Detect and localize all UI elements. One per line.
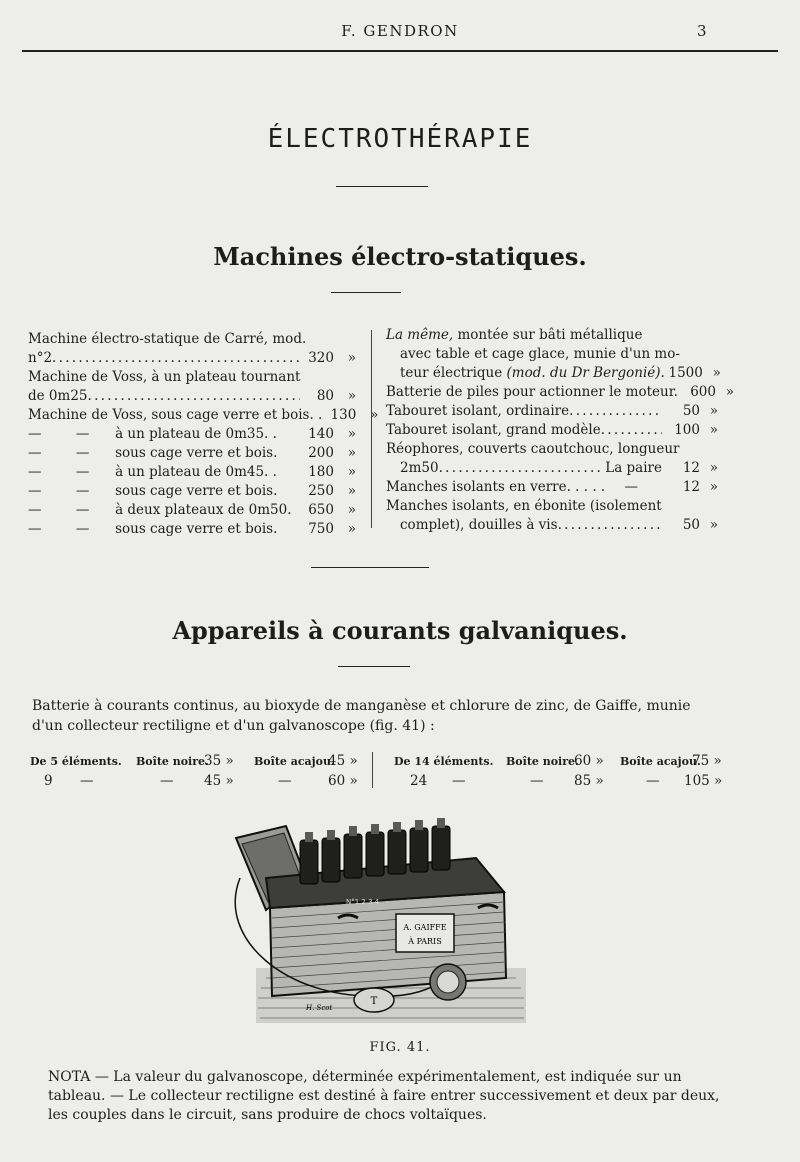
running-header: F. GENDRON — [341, 22, 459, 40]
list-item: Machine électro-statique de Carré, mod. — [28, 331, 307, 347]
nota-paragraph: NOTA — La valeur du galvanoscope, déterminée expérimentalement, est indiquée sur un tableau. — Le collecteur rectiligne est destiné à faire entrer successivement et deux par deux, les couples dans le circuit, sans produire de chocs voltaïques. — [48, 1069, 720, 1123]
engraver-signature: H. Scot — [306, 1004, 333, 1012]
column-divider — [372, 752, 373, 788]
list-item: — — à deux plateaux de 0m50. 650 » — [28, 502, 356, 518]
section-heading-electrostatic: Machines électro-statiques. — [213, 242, 587, 271]
price-cell: 45 » — [204, 773, 234, 789]
list-item: Manches isolants en verre. . . . . — 12 » — [386, 479, 718, 495]
box-number-strip: N°1 2 3 4 — [346, 898, 380, 906]
battery-description: Batterie à courants continus, au bioxyde de manganèse et chlorure de zinc, de Gaiffe, munie d'un collecteur rectiligne et d'un galvanoscope (fig. 41) : — [32, 698, 691, 734]
price-cell: 105 » — [684, 773, 723, 789]
section-divider — [338, 666, 410, 667]
col-mahogany-box: Boîte acajou. — [254, 755, 335, 768]
svg-text:T: T — [370, 996, 378, 1007]
section-divider — [311, 567, 429, 568]
list-item: complet), douilles à vis . . . 50 » — [386, 516, 718, 535]
list-item: de 0m25 . . . 80 » — [28, 387, 356, 406]
figure-caption: FIG. 41. — [369, 1040, 431, 1055]
price-cell: 75 » — [692, 753, 722, 769]
col-mahogany-box: Boîte acajou. — [620, 755, 701, 768]
list-item: — — à un plateau de 0m45. . 180 » — [28, 464, 356, 480]
section-heading-galvanic: Appareils à courants galvaniques. — [172, 616, 628, 645]
price-cell: 85 » — [574, 773, 604, 789]
list-item: Machine de Voss, sous cage verre et bois. . 130 » — [28, 407, 379, 423]
ditto-mark: — — [80, 773, 94, 789]
list-item: teur électrique (mod. du Dr Bergonié). 1500 » — [400, 365, 721, 381]
ditto-mark: — — [160, 773, 174, 789]
battery-14-label: De 14 éléments. — [394, 755, 494, 768]
list-item: Batterie de piles pour actionner le moteur. 600 » — [386, 384, 734, 400]
ditto-mark: — — [278, 773, 292, 789]
price-list-left — [28, 330, 379, 539]
battery-9-label: 9 — [44, 773, 53, 789]
list-item: — — sous cage verre et bois. 200 » — [28, 445, 356, 461]
ditto-mark: — — [646, 773, 660, 789]
battery-24-label: 24 — [410, 773, 428, 789]
list-item: Tabouret isolant, grand modèle . . . 100 » — [386, 421, 718, 440]
list-item: Manches isolants, en ébonite (isolement — [386, 498, 662, 514]
list-item: Réophores, couverts caoutchouc, longueur — [386, 441, 680, 457]
ditto-mark: — — [452, 773, 466, 789]
list-item: 2m50 . . . La paire 12 » — [386, 459, 718, 478]
col-black-box: Boîte noire. — [506, 755, 579, 768]
list-item: — — sous cage verre et bois. 750 » — [28, 521, 356, 537]
box-label-maker: A. GAIFFE — [403, 923, 447, 932]
page-title: ÉLECTROTHÉRAPIE — [267, 124, 533, 154]
price-cell: 60 » — [574, 753, 604, 769]
list-item: avec table et cage glace, munie d'un mo- — [400, 346, 680, 362]
box-label-city: À PARIS — [408, 937, 442, 946]
header-rule — [22, 50, 778, 52]
list-item: La même, montée sur bâti métallique — [386, 327, 643, 343]
col-black-box: Boîte noire. — [136, 755, 209, 768]
battery-5-label: De 5 éléments. — [30, 755, 122, 768]
list-item: n°2 . . . 320 » — [28, 349, 356, 368]
list-item: Tabouret isolant, ordinaire . . . 50 » — [386, 402, 718, 421]
page-number: 3 — [697, 22, 707, 40]
list-item: Machine de Voss, à un plateau tournant — [28, 369, 301, 385]
price-cell: 60 » — [328, 773, 358, 789]
title-divider — [336, 186, 428, 187]
section-divider — [331, 292, 401, 293]
price-list-right — [386, 326, 734, 535]
price-cell: 45 » — [328, 753, 358, 769]
column-divider — [371, 330, 372, 528]
battery-box-illustration — [226, 818, 544, 1030]
list-item: — — à un plateau de 0m35. . 140 » — [28, 426, 356, 442]
ditto-mark: — — [530, 773, 544, 789]
price-cell: 35 » — [204, 753, 234, 769]
list-item: — — sous cage verre et bois. 250 » — [28, 483, 356, 499]
